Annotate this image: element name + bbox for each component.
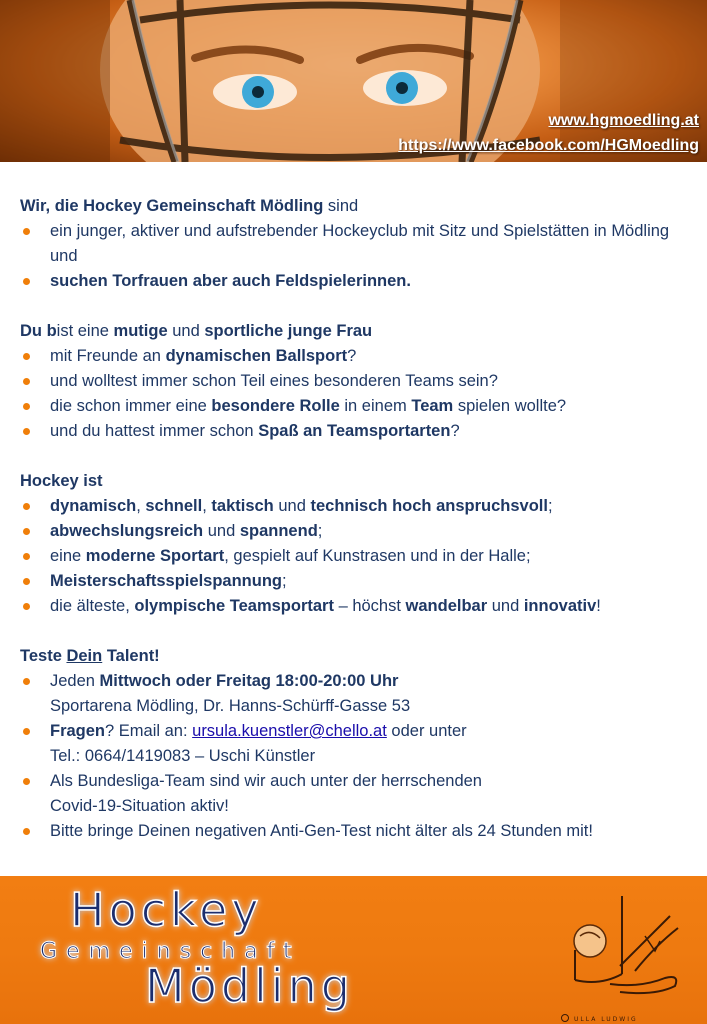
list-item: Als Bundesliga-Team sind wir auch unter der herrschenden Covid-19-Situation aktiv! [20,769,690,819]
website-link[interactable]: www.hgmoedling.at [548,112,699,129]
list-item: und du hattest immer schon Spaß an Teamsportarten? [20,419,690,444]
list-item: Bitte bringe Deinen negativen Anti-Gen-Test nicht älter als 24 Stunden mit! [20,819,690,844]
flyer-content [20,194,690,869]
logo-line-gemeinschaft: Gemeinschaft [40,939,301,964]
facebook-link[interactable]: https://www.facebook.com/HGMoedling [398,137,699,154]
list-item: Meisterschaftsspielspannung; [20,569,690,594]
list-item: Fragen? Email an: ursula.kuenstler@chello.at oder unter Tel.: 0664/1419083 – Uschi Künstler [20,719,690,769]
logo-line-hockey: Hockey [70,883,263,937]
list-item: eine moderne Sportart, gespielt auf Kunstrasen und in der Halle; [20,544,690,569]
du-list [20,344,690,444]
section-intro [20,194,690,294]
list-item: die älteste, olympische Teamsportart – höchst wandelbar und innovativ! [20,594,690,619]
section-du [20,319,690,444]
section-talent [20,644,690,844]
email-link[interactable]: ursula.kuenstler@chello.at [192,722,387,740]
du-heading: Du bist eine mutige und sportliche junge Frau [20,322,373,340]
list-item: dynamisch, schnell, taktisch und technisch hoch anspruchsvoll; [20,494,690,519]
hockey-list [20,494,690,619]
club-logo-wordmark [0,876,540,1024]
list-item: und wolltest immer schon Teil eines besonderen Teams sein? [20,369,690,394]
section-hockey [20,469,690,619]
list-item: ein junger, aktiver und aufstrebender Hockeyclub mit Sitz und Spielstätten in Mödling und [20,219,690,269]
list-item: suchen Torfrauen aber auch Feldspielerinnen. [20,269,690,294]
list-item: Jeden Mittwoch oder Freitag 18:00-20:00 Uhr Sportarena Mödling, Dr. Hanns-Schürff-Gasse 53 [20,669,690,719]
logo-line-moedling: Mödling [145,959,354,1013]
list-item: abwechslungsreich und spannend; [20,519,690,544]
emblem-caption: ULLA LUDWIG [574,1016,638,1023]
header-links [398,108,699,158]
list-item: mit Freunde an dynamischen Ballsport? [20,344,690,369]
intro-list [20,219,690,294]
hockey-heading: Hockey ist [20,472,103,490]
footer-banner [0,876,707,1024]
header-banner [0,0,707,162]
club-emblem-icon [560,876,707,1024]
talent-list [20,669,690,844]
list-item: die schon immer eine besondere Rolle in einem Team spielen wollte? [20,394,690,419]
talent-heading: Teste Dein Talent! [20,647,160,665]
intro-heading: Wir, die Hockey Gemeinschaft Mödling sind [20,197,359,215]
